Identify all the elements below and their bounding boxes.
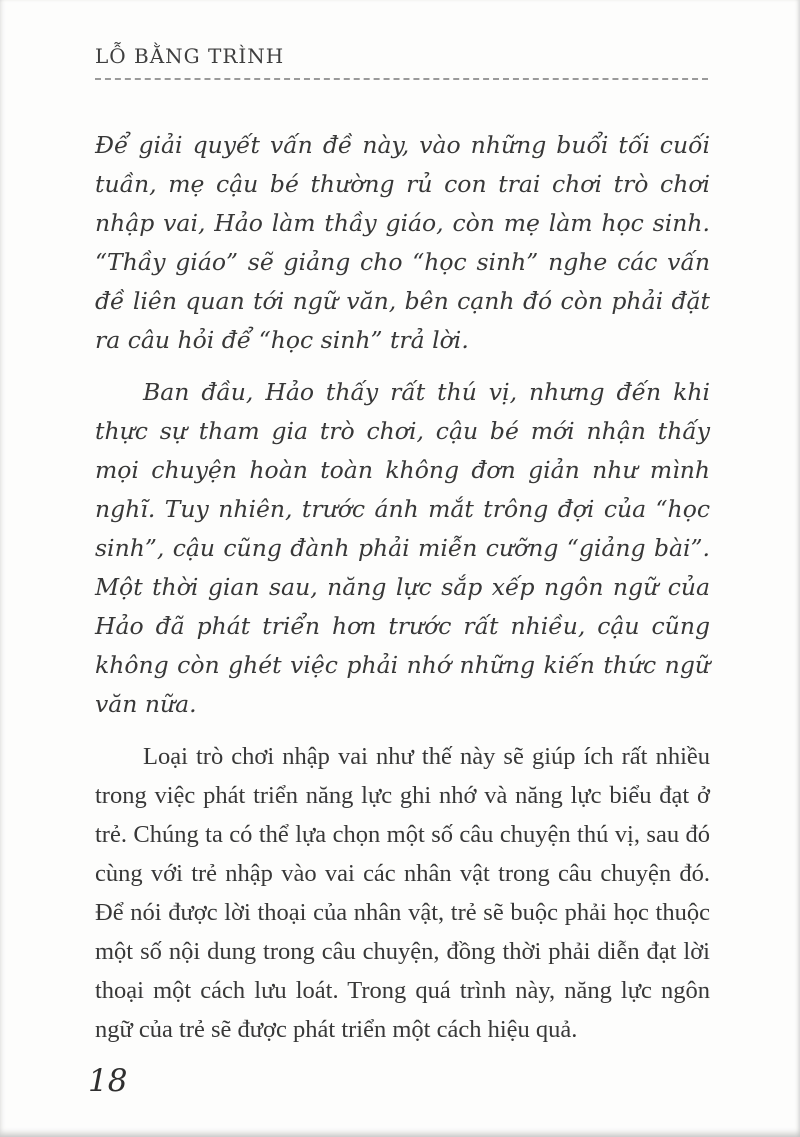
author-name: LỖ BẰNG TRÌNH <box>95 44 285 68</box>
page-header <box>95 44 708 88</box>
paragraph: Ban đầu, Hảo thấy rất thú vị, nhưng đến khi thực sự tham gia trò chơi, cậu bé mới nhận thấy mọi chuyện hoàn toàn không đơn giản như mình nghĩ. Tuy nhiên, trước ánh mắt trông đợi của “học sinh”, cậu cũng đành phải miễn cưỡng “giảng bài”. Một thời gian sau, năng lực sắp xếp ngôn ngữ của Hảo đã phát triển hơn trước rất nhiều, cậu cũng không còn ghét việc phải nhớ những kiến thức ngữ văn nữa. <box>95 378 710 718</box>
paragraph: Để giải quyết vấn đề này, vào những buổi tối cuối tuần, mẹ cậu bé thường rủ con trai chơi trò chơi nhập vai, Hảo làm thầy giáo, còn mẹ làm học sinh. “Thầy giáo” sẽ giảng cho “học sinh” nghe các vấn đề liên quan tới ngữ văn, bên cạnh đó còn phải đặt ra câu hỏi để “học sinh” trả lời. <box>95 131 710 354</box>
header-divider <box>95 78 708 80</box>
page-number: 18 <box>88 1063 128 1099</box>
paragraph: Loại trò chơi nhập vai như thế này sẽ giúp ích rất nhiều trong việc phát triển năng lực ghi nhớ và năng lực biểu đạt ở trẻ. Chúng ta có thể lựa chọn một số câu chuyện thú vị, sau đó cùng với trẻ nhập vào vai các nhân vật trong câu chuyện đó. Để nói được lời thoại của nhân vật, trẻ sẽ buộc phải học thuộc một số nội dung trong câu chuyện, đồng thời phải diễn đạt lời thoại một cách lưu loát. Trong quá trình này, năng lực ngôn ngữ của trẻ sẽ được phát triển một cách hiệu quả. <box>95 743 710 1043</box>
page-body <box>95 126 710 1062</box>
